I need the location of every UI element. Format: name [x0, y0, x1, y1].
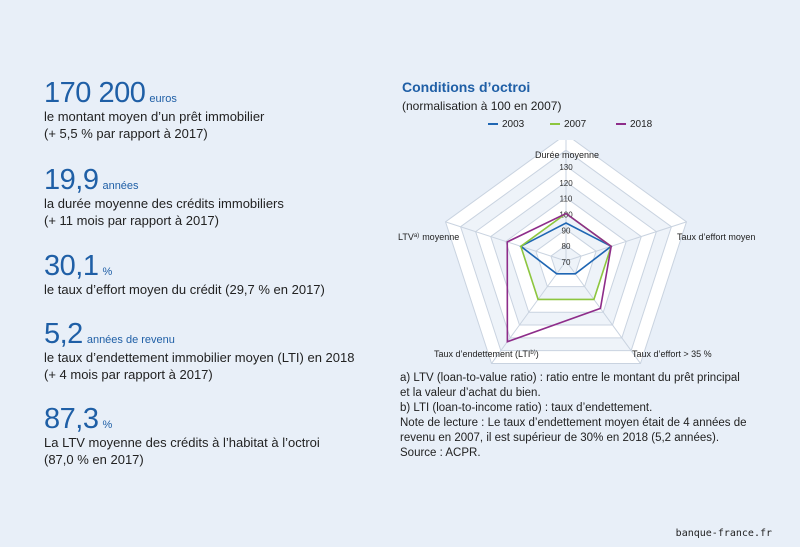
stat-line: le taux d’effort moyen du crédit (29,7 % en 2017) [44, 282, 325, 297]
stat-unit: % [102, 266, 113, 278]
stat-unit: euros [149, 93, 177, 105]
stat-lti [44, 319, 384, 383]
stat-unit: années de revenu [86, 334, 175, 346]
axis-label-lti-sup: b) [530, 350, 536, 356]
tick-label: 90 [561, 226, 571, 236]
note-line: et la valeur d’achat du bien. [400, 387, 541, 399]
stat-value: 19,9 [44, 164, 99, 196]
legend-item-2018 [616, 119, 652, 130]
tick-label: 100 [559, 210, 573, 220]
radar-chart [380, 140, 780, 370]
legend-label: 2007 [564, 119, 587, 130]
stat-line: (+ 5,5 % par rapport à 2017) [44, 126, 208, 141]
legend-item-2003 [488, 119, 524, 130]
stat-value: 30,1 [44, 250, 99, 282]
stat-ltv [44, 404, 384, 468]
note-line: revenu en 2007, il est supérieur de 30% en 2018 (5,2 années). [400, 432, 720, 444]
stat-value: 5,2 [44, 318, 83, 350]
stat-line: la durée moyenne des crédits immobiliers [44, 196, 284, 211]
tick-label: 80 [561, 242, 571, 252]
note-line: a) LTV (loan-to-value ratio) : ratio entre le montant du prêt principal [400, 372, 740, 384]
tick-label: 130 [559, 163, 573, 172]
legend-swatch [488, 123, 498, 125]
axis-label-duree: Durée moyenne [534, 150, 600, 160]
stat-line: La LTV moyenne des crédits à l’habitat à l’octroi [44, 435, 320, 450]
axis-label-ltv-sup: a) [413, 233, 420, 239]
chart-subtitle: (normalisation à 100 en 2007) [402, 99, 562, 113]
stat-line: (87,0 % en 2017) [44, 452, 144, 467]
axis-label-taux-effort-moyen: Taux d’effort moyen [677, 232, 756, 242]
axis-label-ltv-text2: moyenne [422, 232, 460, 242]
legend-swatch [616, 123, 626, 125]
chart-notes [400, 371, 760, 461]
stat-line: (+ 11 mois par rapport à 2017) [44, 213, 219, 228]
axis-label-lti-text: Taux d’endettement (LTI [434, 349, 531, 359]
note-line: Source : ACPR. [400, 447, 481, 459]
stat-unit: années [102, 180, 139, 192]
stat-loan-amount [44, 78, 384, 142]
stat-value: 87,3 [44, 403, 99, 435]
axis-label-taux-effort-35: Taux d’effort > 35 % [632, 349, 712, 359]
stat-value: 170 200 [44, 77, 146, 109]
tick-label: 120 [559, 178, 573, 188]
note-line: Note de lecture : Le taux d’endettement moyen était de 4 années de [400, 417, 747, 429]
tick-label: 110 [559, 194, 573, 204]
legend-swatch [550, 123, 560, 125]
stat-unit: % [102, 419, 113, 431]
legend-label: 2003 [502, 119, 525, 130]
stat-line: (+ 4 mois par rapport à 2017) [44, 367, 213, 382]
note-line: b) LTI (loan-to-income ratio) : taux d’endettement. [400, 402, 653, 414]
axis-label-ltv [398, 232, 459, 242]
axis-label-ltv-text: LTV [398, 232, 414, 242]
axis-label-lti-close: ) [535, 349, 539, 359]
stat-effort-rate [44, 251, 384, 298]
stat-duration [44, 165, 384, 229]
axis-label-lti [434, 349, 539, 359]
stat-line: le taux d’endettement immobilier moyen (LTI) en 2018 [44, 350, 355, 365]
legend-item-2007 [550, 119, 586, 130]
chart-title: Conditions d’octroi [402, 79, 531, 95]
stat-line: le montant moyen d’un prêt immobilier [44, 109, 265, 124]
legend-label: 2018 [630, 119, 653, 130]
footer-link[interactable]: banque-france.fr [675, 528, 772, 539]
tick-label: 70 [561, 258, 571, 267]
